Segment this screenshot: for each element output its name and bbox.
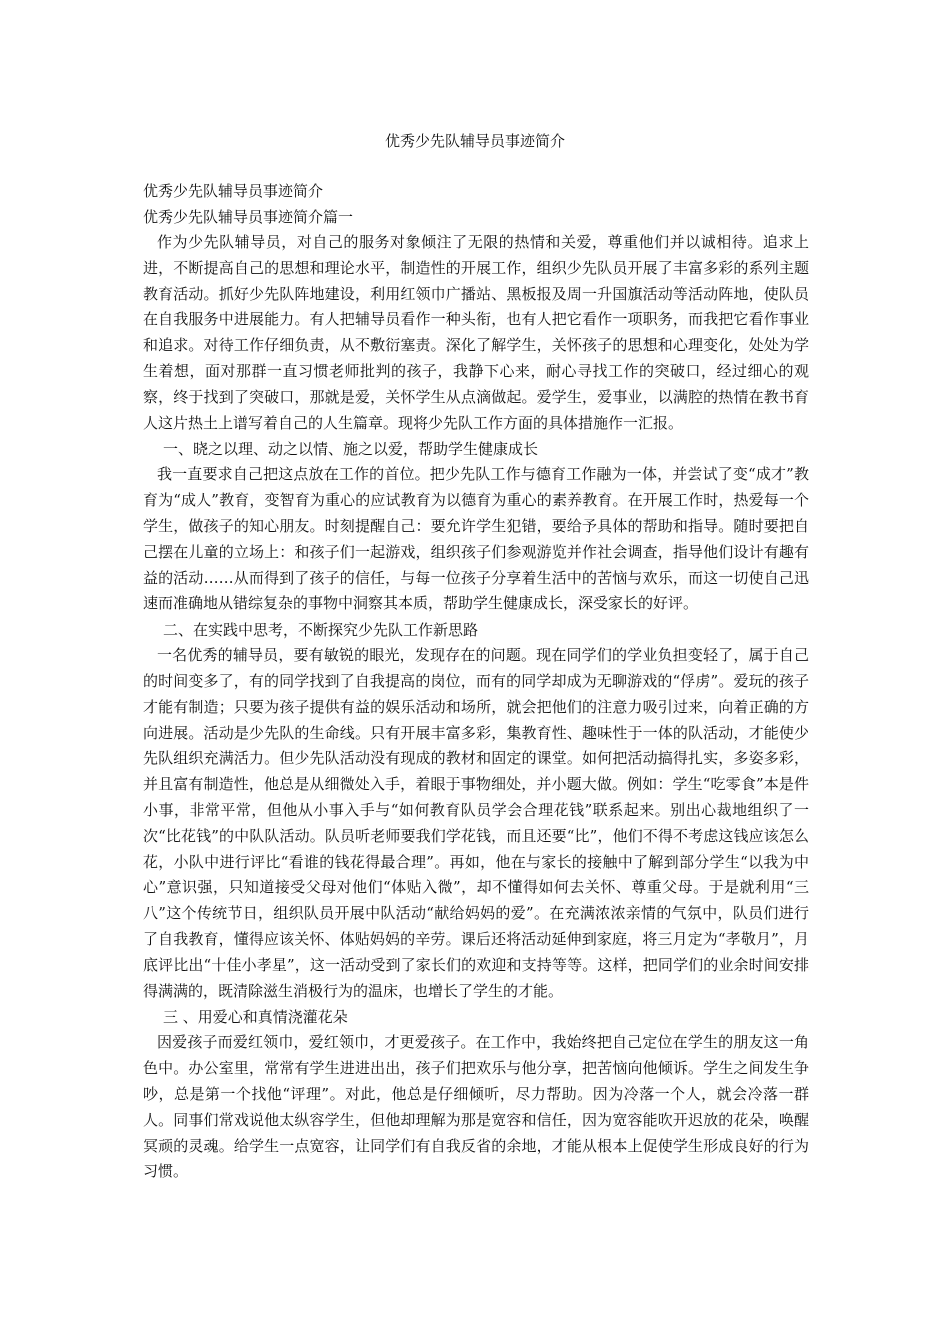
part-title: 优秀少先队辅导员事迹简介篇一: [143, 208, 354, 226]
section-heading-3: 三 、用爱心和真情浇灌花朵: [163, 1008, 348, 1027]
document-subtitle: 优秀少先队辅导员事迹简介: [143, 182, 324, 200]
section-heading-1: 一、晓之以理、动之以情、施之以爱，帮助学生健康成长: [163, 440, 539, 459]
document-title: 优秀少先队辅导员事迹简介: [384, 132, 565, 150]
section-paragraph-2: 一名优秀的辅导员，要有敏锐的眼光，发现存在的问题。现在同学们的学业负担变轻了，属于自己的时间变多了，有的同学找到了自我提高的岗位，而有的同学却成为无聊游戏的“俘虏”。爱玩的孩子才能有制造；只要为孩子提供有益的娱乐活动和场所，就会把他们的注意力吸引过来，向着正确的方向进展。活动是少先队的生命线。只有开展丰富多彩，集教育性、趣味性于一体的队活动，才能使少先队组织充满活力。但少先队活动没有现成的教材和固定的课堂。如何把活动搞得扎实，多姿多彩，并且富有制造性，他总是从细微处入手，着眼于事物细处，并小题大做。例如：学生“吃零食”本是件小事，非常平常，但他从小事入手与“如何教育队员学会合理花钱”联系起来。别出心裁地组织了一次“比花钱”的中队队活动。队员听老师要我们学花钱，而且还要“比”，他们不得不考虑这钱应该怎么花，小队中进行评比“看谁的钱花得最合理”。再如，他在与家长的接触中了解到部分学生“以我为中心”意识强，只知道接受父母对他们“体贴入微”，却不懂得如何去关怀、尊重父母。于是就利用“三八”这个传统节日，组织队员开展中队活动“献给妈妈的爱”。在充满浓浓亲情的气氛中，队员们进行了自我教育，懂得应该关怀、体贴妈妈的辛劳。课后还将活动延伸到家庭，将三月定为“孝敬月”，月底评比出“十佳小孝星”，这一活动受到了家长们的欢迎和支持等等。这样，把同学们的业余时间安排得满满的，既清除滋生消极行为的温床，也增长了学生的才能。: [143, 646, 809, 1000]
section-heading-2: 二、在实践中思考，不断探究少先队工作新思路: [163, 621, 479, 640]
document-body: [143, 178, 809, 1185]
section-paragraph-1: 我一直要求自己把这点放在工作的首位。把少先队工作与德育工作融为一体，并尝试了变“成才”教育为“成人”教育，变智育为重心的应试教育为以德育为重心的素养教育。在开展工作时，热爱每一个学生，做孩子的知心朋友。时刻提醒自己：要允许学生犯错，要给予具体的帮助和指导。随时要把自己摆在儿童的立场上：和孩子们一起游戏，组织孩子们参观游览并作社会调查，指导他们设计有趣有益的活动……从而得到了孩子的信任，与每一位孩子分享着生活中的苦恼与欢乐，而这一切使自己迅速而准确地从错综复杂的事物中洞察其本质，帮助学生健康成长，深受家长的好评。: [143, 465, 809, 613]
intro-paragraph: 作为少先队辅导员，对自己的服务对象倾注了无限的热情和关爱，尊重他们并以诚相待。追求上进，不断提高自己的思想和理论水平，制造性的开展工作，组织少先队员开展了丰富多彩的系列主题教育活动。抓好少先队阵地建设，利用红领巾广播站、黑板报及周一升国旗活动等活动阵地，使队员在自我服务中进展能力。有人把辅导员看作一种头衔，也有人把它看作一项职务，而我把它看作事业和追求。对待工作仔细负责，从不敷衍塞责。深化了解学生，关怀孩子的思想和心理变化，处处为学生着想，面对那群一直习惯老师批判的孩子，我静下心来，耐心寻找工作的突破口，经过细心的观察，终于找到了突破口，那就是爱，关怀学生从点滴做起。爱学生，爱事业，以满腔的热情在教书育人这片热土上谱写着自己的人生篇章。现将少先队工作方面的具体措施作一汇报。: [143, 233, 809, 432]
section-paragraph-3: 因爱孩子而爱红领巾，爱红领巾，才更爱孩子。在工作中，我始终把自己定位在学生的朋友这一角色中。办公室里，常常有学生进进出出，孩子们把欢乐与他分享，把苦恼向他倾诉。学生之间发生争吵，总是第一个找他“评理”。对此，他总是仔细倾听，尽力帮助。因为冷落一个人，就会冷落一群人。同事们常戏说他太纵容学生，但他却理解为那是宽容和信任，因为宽容能吹开迟放的花朵，唤醒冥顽的灵魂。给学生一点宽容，让同学们有自我反省的余地，才能从根本上促使学生形成良好的行为习惯。: [143, 1033, 809, 1181]
